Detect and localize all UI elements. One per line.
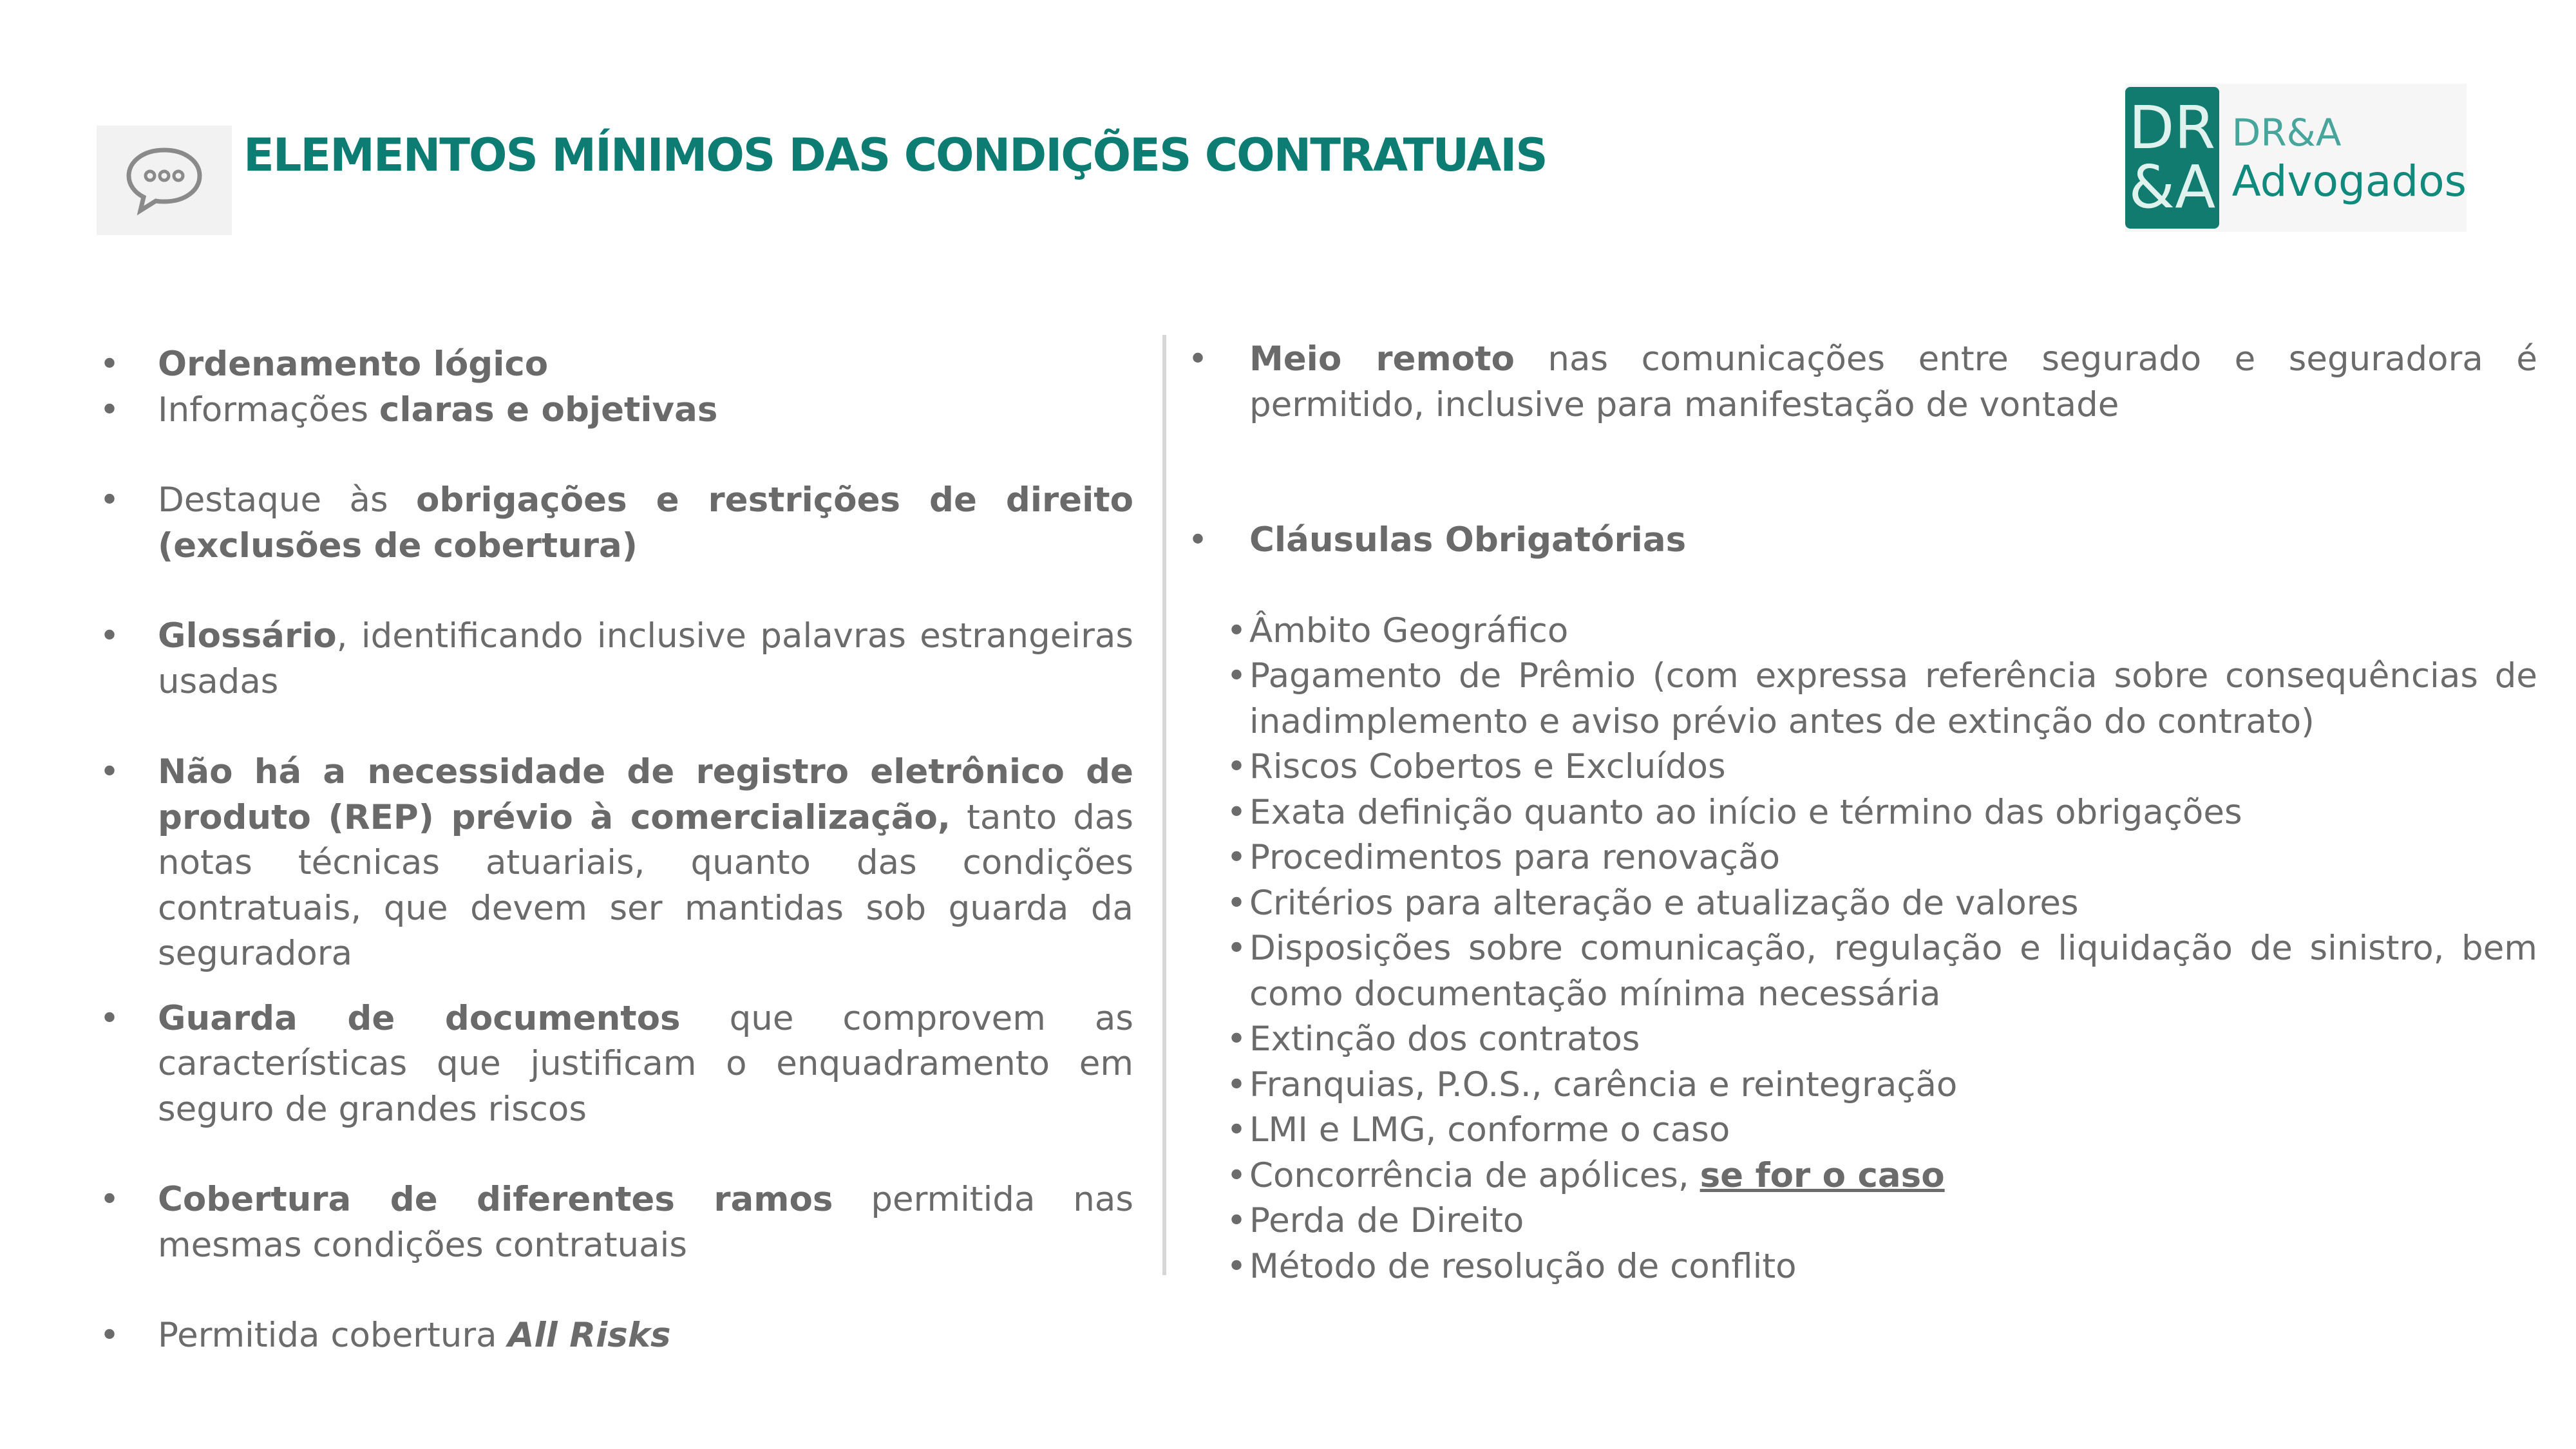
logo-mark [2125,87,2219,229]
bullet-icon: • [1188,339,1208,379]
clause-item: • LMI e LMG, conforme o caso [1185,1108,2537,1153]
bullet-icon: • [1188,520,1208,560]
bullet-icon: • [1226,1155,1247,1195]
bullet-icon: • [99,480,120,520]
clause-item: • Disposições sobre comunicação, regulação e liquidação de sinistro, bem como documentação mínima necessária [1185,926,2537,1017]
clause-item: • Riscos Cobertos e Excluídos [1185,744,2537,790]
bullet-icon: • [99,345,120,384]
clause-item: • Pagamento de Prêmio (com expressa referência sobre consequências de inadimplemento e aviso prévio antes de extinção do contrato) [1185,654,2537,744]
bullet-icon: • [99,752,120,791]
column-divider [1162,335,1166,1275]
right-column [1185,337,2537,1289]
bullet-icon: • [1226,656,1247,696]
page-title: ELEMENTOS MÍNIMOS DAS CONDIÇÕES CONTRATUAIS [243,129,1547,182]
bullet-icon: • [1226,1019,1247,1059]
company-logo [2125,84,2467,232]
clause-item: • Perda de Direito [1185,1198,2537,1244]
list-item: • Cobertura de diferentes ramos permitida nas mesmas condições contratuais [97,1177,1133,1268]
chat-icon-box [97,126,232,235]
bullet-icon: • [1226,929,1247,968]
chat-bubble-icon [122,145,206,216]
bullet-icon: • [1226,1201,1247,1240]
list-item: • Destaque às obrigações e restrições de direito (exclusões de cobertura) [97,478,1133,569]
clause-item: • Exata definição quanto ao início e término das obrigações [1185,790,2537,836]
bullet-icon: • [99,1180,120,1219]
list-item: • Informações claras e objetivas [97,388,1133,433]
clause-item: • Franquias, P.O.S., carência e reintegração [1185,1063,2537,1108]
clause-item: • Método de resolução de conflito [1185,1244,2537,1290]
se-for-o-caso-text: se for o caso [1700,1155,1945,1195]
bullet-icon: • [1226,838,1247,877]
bullet-icon: • [99,1316,120,1355]
logo-wordmark [2232,109,2467,207]
logo-mark-line2: &A [2128,153,2216,222]
clause-item: • Concorrência de apólices, se for o caso [1185,1153,2537,1199]
logo-name-line2: Advogados [2231,156,2467,206]
list-item: • Permitida cobertura All Risks [97,1313,1133,1359]
list-item: • Não há a necessidade de registro eletrônico de produto (REP) prévio à comercialização, tanto das notas técnicas atuariais, quanto das condições contratuais, que devem ser mantidas sob guarda da seguradora [97,750,1133,977]
bullet-icon: • [99,390,120,430]
clause-item: • Critérios para alteração e atualização de valores [1185,881,2537,927]
bullet-icon: • [1226,1065,1247,1104]
left-column [97,342,1133,1359]
bullet-icon: • [99,998,120,1038]
list-item: • Ordenamento lógico [97,342,1133,388]
bullet-icon: • [1226,611,1247,650]
bullet-icon: • [1226,747,1247,786]
bullet-icon: • [99,616,120,656]
logo-name-line1: DR&A [2231,111,2342,155]
list-item: • Meio remoto nas comunicações entre segurado e seguradora é permitido, inclusive para manifestação de vontade [1185,337,2537,428]
clause-item: • Extinção dos contratos [1185,1017,2537,1063]
clause-item: • Âmbito Geográfico [1185,609,2537,654]
bullet-icon: • [1226,792,1247,832]
list-item: • Glossário, identificando inclusive palavras estrangeiras usadas [97,614,1133,705]
logo-mark-line1: DR [2128,93,2216,162]
clauses-list [1185,609,2537,1290]
bullet-icon: • [1226,1110,1247,1150]
bullet-icon: • [1226,1246,1247,1286]
list-item: • Cláusulas Obrigatórias [1185,518,2537,564]
clause-item: • Procedimentos para renovação [1185,835,2537,881]
list-item: • Guarda de documentos que comprovem as características que justificam o enquadramento em seguro de grandes riscos [97,996,1133,1133]
bullet-icon: • [1226,883,1247,923]
